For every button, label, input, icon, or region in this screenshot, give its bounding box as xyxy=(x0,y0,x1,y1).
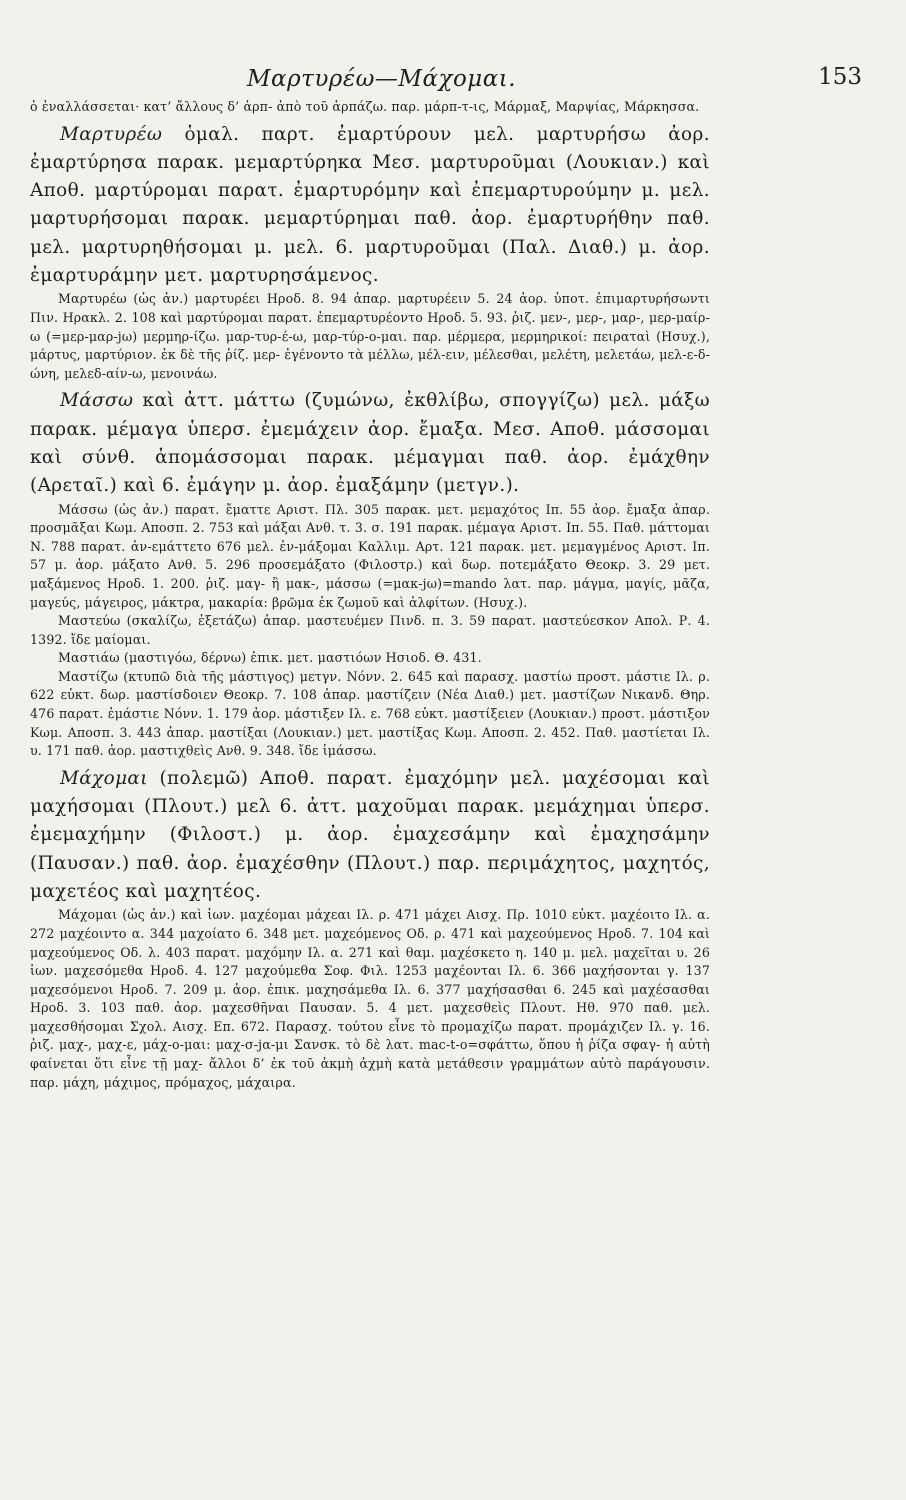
entry-text: (σκαλίζω, ἐξετάζω) ἀπαρ. μαστευέμεν Πινδ. π. 3. 59 παρατ. μαστεύεσκον Απολ. Ρ. 4. 1392. ἴδε μαίομαι. xyxy=(30,613,710,647)
headword: Μαρτυρέω xyxy=(60,123,163,145)
page-body xyxy=(30,98,710,1092)
entry-text: (μαστιγόω, δέρνω) ἐπικ. μετ. μαστιόων Ησιοδ. Θ. 431. xyxy=(119,650,482,666)
entry-text: ὁμαλ. παρτ. ἐμαρτύρουν μελ. μαρτυρήσω ἀορ. ἐμαρτύρησα παρακ. μεμαρτύρηκα Μεσ. μαρτυροῦμαι (Λουκιαν.) καὶ Αποθ. μαρτύρομαι παρατ. ἐμαρτυρόμην καὶ ἐπεμαρτυρούμην μ. μελ. μαρτυρήσομαι παρακ. μεμαρτύρημαι παθ. ἀορ. ἐμαρτυρήθην παθ. μελ. μαρτυρηθήσομαι μ. μελ. 6. μαρτυροῦμαι (Παλ. Διαθ.) μ. ἀορ. ἐμαρτυράμην μετ. μαρτυρησάμενος. xyxy=(30,123,710,287)
lemma-spaced: Μαρτυρέω xyxy=(58,291,127,307)
entry-text: (πολεμῶ) Αποθ. παρατ. ἐμαχόμην μελ. μαχέσομαι καὶ μαχήσομαι (Πλουτ.) μελ 6. ἀττ. μαχοῦμαι παρακ. μεμάχημαι ὑπερσ. ἐμεμαχήμην (Φιλοστ.) μ. ἀορ. ἐμαχεσάμην καὶ ἐμαχησάμην (Παυσαν.) παθ. ἀορ. ἐμαχέσθην (Πλουτ.) παρ. περιμάχητος, μαχητός, μαχετέος καὶ μαχητέος. xyxy=(30,767,710,903)
headword: Μάσσω xyxy=(60,390,134,412)
entry-machomai-main xyxy=(30,765,710,906)
lemma-spaced: Μαστεύω xyxy=(58,613,121,629)
headword: Μάχομαι xyxy=(60,767,148,789)
page-header xyxy=(30,62,862,98)
lemma-spaced: Μάχομαι xyxy=(58,907,118,923)
lemma-spaced: Μαστίζω xyxy=(58,668,119,684)
page-number: 153 xyxy=(818,64,862,90)
entry-text: (ὡς ἀν.) καὶ ἰων. μαχέομαι μάχεαι Ιλ. ρ. 471 μάχει Αισχ. Πρ. 1010 εὐκτ. μαχέοιτο Ιλ. α. 272 μαχέοιντο α. 344 μαχοίατο 6. 348 μετ. μαχεόμενος Οδ. ρ. 471 καὶ μαχεούμενος Ηροδ. 7. 104 καὶ μαχεούμενος Οδ. λ. 403 παρατ. μαχόμην Ιλ. α. 271 καὶ θαμ. μαχέσκετο η. 140 μ. μελ. μαχεῖται υ. 26 ἰων. μαχεσόμεθα Ηροδ. 4. 127 μαχούμεθα Σοφ. Φιλ. 1253 μαχέονται Ιλ. 6. 366 μαχήσονται γ. 137 μαχεσόμενοι Ηροδ. 7. 209 μ. ἀορ. ἐπικ. μαχησάμεθα Ιλ. 6. 377 μαχήσασθαι 6. 245 καὶ μαχέσασθαι Ηροδ. 3. 103 παθ. ἀορ. μαχεσθῆναι Παυσαν. 5. 4 μετ. μαχεσθεὶς Πλουτ. Ηθ. 970 παθ. μελ. μαχεσθήσομαι Σχολ. Αισχ. Επ. 672. Παρασχ. τούτου εἶνε τὸ προμαχίζω παρατ. προμάχιζεν Ιλ. γ. 16. ῥιζ. μαχ-, μαχ-ε, μάχ-ο-μαι: μαχ-σ-jα-μι Σανσκ. τὸ δὲ λατ. mac-t-o=σφάττω, ὅπου ἡ ῥίζα σφαγ- ἡ αὐτὴ φαίνεται ὅτι εἶνε τῇ μαχ- ἄλλοι δ’ ἐκ τοῦ ἀκμὴ ἀχμὴ κατὰ μετάθεσιν γραμμάτων αὐτὸ παράγουσιν. παρ. μάχη, μάχιμος, πρόμαχος, μάχαιρα. xyxy=(30,907,710,1090)
entry-text: (κτυπῶ διὰ τῆς μάστιγος) μετγν. Νόνν. 2. 645 καὶ παρασχ. μαστίω προστ. μάστιε Ιλ. ρ. 622 εὐκτ. δωρ. μαστίσδοιεν Θεοκρ. 7. 108 ἀπαρ. μαστίζειν (Νέα Διαθ.) μετ. μαστίζων Νικανδ. Θηρ. 476 παρατ. ἐμάστιε Νόνν. 1. 179 ἀορ. μάστιξεν Ιλ. ε. 768 εὐκτ. μαστίξειεν (Λουκιαν.) προστ. μάστιξον Κωμ. Αποσπ. 3. 443 ἀπαρ. μαστίξαι (Λουκιαν.) μετ. μαστίξας Κωμ. Αποσπ. 2. 452. Παθ. μαστίεται Ιλ. υ. 171 παθ. ἀορ. μαστιχθεὶς Ανθ. 9. 348. ἴδε ἱμάσσω. xyxy=(30,668,710,759)
entry-text: ὁ ἐναλλάσσεται· κατ’ ἄλλους δ’ ἁρπ- ἀπὸ τοῦ ἁρπάζω. παρ. μάρπ-τ-ις, Μάρμαξ, Μαρψίας, Μάρκησσα. xyxy=(30,99,700,114)
running-head: Μαρτυρέω—Μάχομαι. xyxy=(247,66,517,92)
entry-text: (ὡς ἀν.) μαρτυρέει Ηροδ. 8. 94 ἀπαρ. μαρτυρέειν 5. 24 ἀορ. ὑποτ. ἐπιμαρτυρήσωντι Πιν. Ηρακλ. 2. 108 καὶ μαρτύρομαι παρατ. ἐπεμαρτυρέοντο Ηροδ. 5. 93. ῥιζ. μεν-, μερ-, μαρ-, μερ-μαίρ-ω (=μερ-μαρ-jω) μερμηρ-ίζω. μαρ-τυρ-έ-ω, μαρ-τύρ-ο-μαι. παρ. μέρμερα, μερμηρικοί: πειραταὶ (Ησυχ.), μάρτυς, μαρτύριον. ἐκ δὲ τῆς ῥίζ. μερ- ἐγένοντο τὰ μέλλω, μέλ-ειν, μέλεσθαι, μελέτη, μελετάω, μελ-ε-δ-ώνη, μελεδ-αίν-ω, μενοινάω. xyxy=(30,291,710,381)
entry-mastizo xyxy=(30,668,710,761)
lemma-spaced: Μάσσω xyxy=(58,501,108,517)
entry-mastevo xyxy=(30,612,710,649)
lemma-spaced: Μαστιάω xyxy=(58,650,120,666)
entry-mastiao xyxy=(30,649,710,668)
entry-martyreo-notes xyxy=(30,290,710,383)
entry-marp-tail xyxy=(30,98,710,117)
entry-text: καὶ ἀττ. μάττω (ζυμώνω, ἐκθλίβω, σπογγίζω) μελ. μάξω παρακ. μέμαγα ὑπερσ. ἐμεμάχειν ἀορ. ἔμαξα. Μεσ. Αποθ. μάσσομαι καὶ σύνθ. ἀπομάσσομαι παρακ. μέμαγμαι παθ. ἀορ. ἐμάχθην (Αρεταῖ.) καὶ 6. ἐμάγην μ. ἀορ. ἐμαξάμην (μετγν.). xyxy=(30,390,710,497)
entry-masso-notes xyxy=(30,501,710,613)
entry-text: (ὡς ἀν.) παρατ. ἔματτε Αριστ. Πλ. 305 παρακ. μετ. μεμαχότος Ιπ. 55 ἀορ. ἔμαξα ἀπαρ. προσμᾶξαι Κωμ. Αποσπ. 2. 753 καὶ μάξαι Ανθ. τ. 3. σ. 191 παρακ. μέμαγα Αριστ. Ιπ. 55. Παθ. μάττομαι Ν. 788 παρατ. ἀν-εμάττετο 676 μελ. ἐν-μάξομαι Καλλιμ. Αρτ. 121 παρακ. μετ. μεμαγμένος Αριστ. Ιπ. 57 μ. ἀορ. μάξατο Ανθ. 5. 296 προσεμάξατο (Φιλοστρ.) καὶ δωρ. ποτεμάξατο Θεοκρ. 3. 29 μετ. μαξάμενος Ηροδ. 1. 200. ῥιζ. μαγ- ἢ μακ-, μάσσω (=μακ-jω)=mando λατ. παρ. μάγμα, μαγίς, μᾶζα, μαγεύς, μάγειρος, μάκτρα, μακαρία: βρῶμα ἐκ ζωμοῦ καὶ ἀλφίτων. (Ησυχ.). xyxy=(30,501,710,610)
entry-martyreo-main xyxy=(30,121,710,291)
entry-machomai-notes xyxy=(30,906,710,1092)
entry-masso-main xyxy=(30,387,710,500)
